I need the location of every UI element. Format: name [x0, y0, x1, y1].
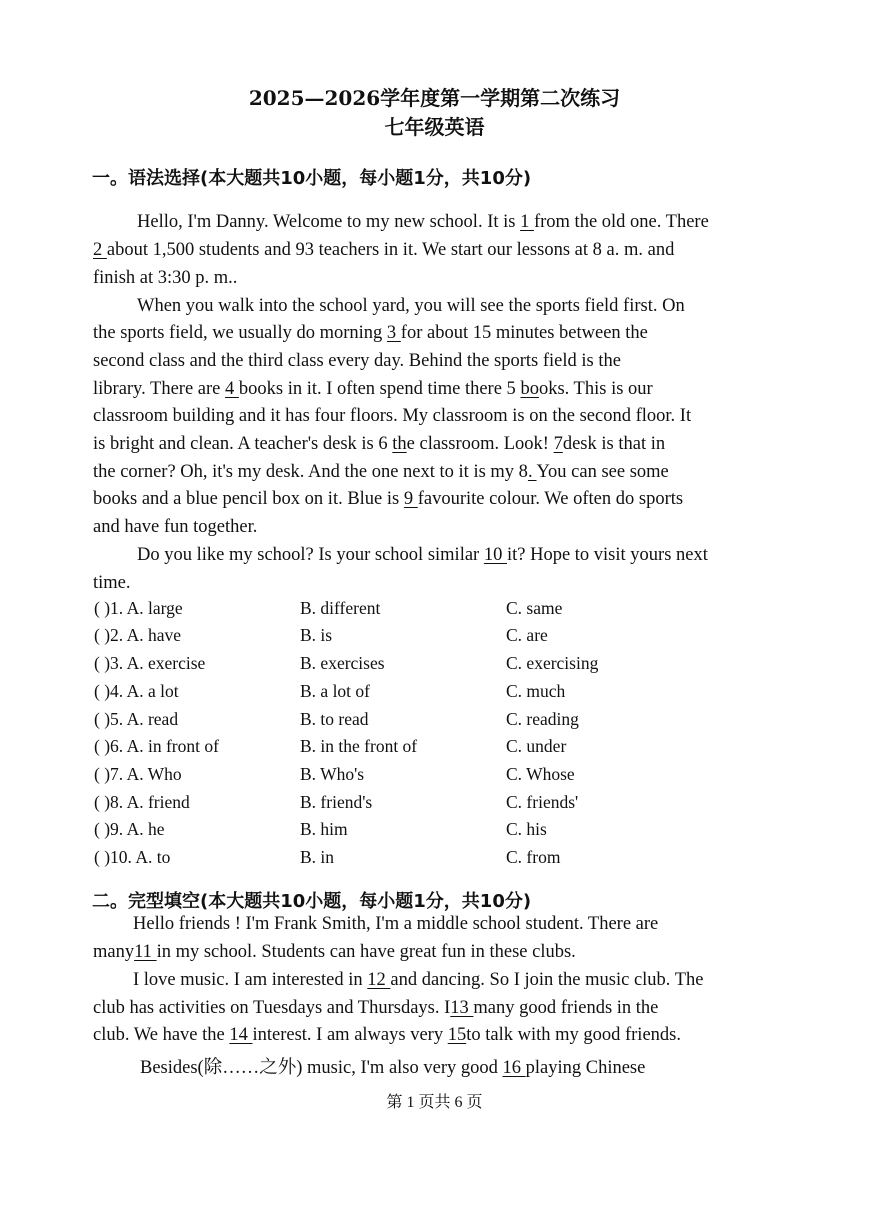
blank-number: .	[527, 462, 537, 482]
page-footer: 第 1 页共 6 页	[386, 1094, 483, 1111]
passage-text: books in it. I often spend time there 5	[238, 379, 521, 399]
passage-text: Do you like my school? Is your school similar	[137, 545, 484, 565]
option-b: B. a lot of	[300, 681, 370, 701]
blank-number: 16	[502, 1058, 526, 1078]
blank-number: 14	[229, 1025, 253, 1045]
option-b: B. him	[300, 819, 348, 839]
passage-text: Hello, I'm Danny. Welcome to my new school. It is	[137, 212, 521, 232]
section2-line	[133, 914, 658, 935]
option-b: B. different	[300, 598, 381, 618]
blank-number: 7	[553, 434, 563, 454]
question-number: ( )4. A. a lot	[94, 681, 179, 701]
passage-text: is bright and clean. A teacher's desk is 6	[93, 434, 393, 454]
question-number: ( )3. A. exercise	[94, 653, 206, 673]
section1-line	[137, 545, 708, 566]
passage-text: club has activities on Tuesdays and Thursdays. I	[93, 998, 451, 1018]
passage-text: When you walk into the school yard, you will see the sports field first. On	[137, 296, 685, 316]
passage-text: favourite colour. We often do sports	[417, 489, 684, 509]
section1-line	[93, 517, 257, 538]
passage-text: the corner? Oh, it's my desk. And the one next to it is my 8	[93, 462, 528, 482]
passage-text: from the old one. There	[533, 212, 709, 232]
option-b: B. Who's	[300, 764, 365, 784]
section2-line	[140, 1053, 645, 1079]
passage-text: and have fun together.	[93, 517, 258, 537]
section1-line	[137, 212, 709, 233]
option-c: C. Whose	[506, 764, 575, 784]
passage-text: club. We have the	[93, 1025, 230, 1045]
option-b: B. exercises	[300, 653, 385, 673]
passage-text: playing Chinese	[525, 1058, 646, 1078]
passage-text: library. There are	[93, 379, 225, 399]
question-number: ( )1. A. large	[94, 598, 183, 618]
section1-line	[93, 489, 683, 510]
section2-line	[133, 970, 703, 991]
section1-line	[93, 462, 669, 483]
passage-text: about 1,500 students and 93 teachers in it. We start our lessons at 8 a. m. and	[106, 240, 675, 260]
option-b: B. in the front of	[300, 736, 418, 756]
question-number: ( )9. A. he	[94, 819, 165, 839]
passage-text: second class and the third class every day. Behind the sports field is the	[93, 351, 621, 371]
section2-heading: 二。完型填空(本大题共10小题，每小题1分，共10分)	[92, 891, 532, 912]
blank-number: 3	[386, 323, 401, 343]
passage-text: I love music. I am interested in	[133, 970, 368, 990]
option-c: C. same	[506, 598, 563, 618]
passage-text: many good friends in the	[473, 998, 659, 1018]
blank-number: 1	[520, 212, 534, 232]
section1-line	[137, 296, 685, 317]
question-number: ( )8. A. friend	[94, 792, 190, 812]
option-c: C. under	[506, 736, 567, 756]
question-number: ( )7. A. Who	[94, 764, 182, 784]
blank-number: 12	[367, 970, 391, 990]
section2-line	[93, 1025, 681, 1046]
section1-line	[93, 434, 665, 455]
option-c: C. reading	[506, 709, 579, 729]
passage-text: finish at 3:30 p. m..	[93, 268, 238, 288]
section1-line	[93, 240, 674, 261]
blank-number: bo	[520, 379, 539, 399]
section1-line	[93, 268, 237, 289]
blank-number: 9	[403, 489, 418, 509]
section1-line	[93, 573, 131, 594]
option-c: C. friends'	[506, 792, 579, 812]
section2-line	[93, 998, 658, 1019]
passage-text: time.	[93, 573, 131, 593]
passage-text: for about 15 minutes between the	[400, 323, 648, 343]
option-c: C. are	[506, 625, 548, 645]
exam-title: 2025—2026学年度第一学期第二次练习	[248, 86, 621, 110]
passage-text: many	[93, 942, 135, 962]
passage-text: desk is that in	[562, 434, 666, 454]
option-b: B. friend's	[300, 792, 373, 812]
passage-text: e classroom. Look!	[406, 434, 554, 454]
exam-subtitle: 七年级英语	[384, 115, 485, 139]
blank-number: 10	[483, 545, 507, 565]
blank-number: 13	[450, 998, 474, 1018]
section1-line	[93, 351, 621, 372]
option-b: B. is	[300, 625, 333, 645]
option-c: C. exercising	[506, 653, 599, 673]
passage-text: in my school. Students can have great fun in these clubs.	[156, 942, 576, 962]
blank-number: 15	[447, 1025, 467, 1045]
blank-number: 11	[134, 942, 157, 962]
passage-text: to talk with my good friends.	[466, 1025, 681, 1045]
blank-number: 2	[93, 240, 107, 260]
passage-text: You can see some	[536, 462, 669, 482]
passage-text: the sports field, we usually do morning	[93, 323, 387, 343]
section1-heading: 一。语法选择(本大题共10小题，每小题1分，共10分)	[92, 168, 532, 189]
blank-number: th	[392, 434, 407, 454]
option-b: B. in	[300, 847, 335, 867]
passage-text: it? Hope to visit yours next	[506, 545, 708, 565]
passage-text: interest. I am always very	[252, 1025, 448, 1045]
passage-text: Hello friends ! I'm Frank Smith, I'm a middle school student. There are	[133, 914, 659, 934]
option-c: C. much	[506, 681, 566, 701]
section1-line	[93, 323, 648, 344]
question-number: ( )5. A. read	[94, 709, 179, 729]
passage-text: oks. This is our	[538, 379, 653, 399]
question-number: ( )10. A. to	[94, 847, 171, 867]
question-number: ( )2. A. have	[94, 625, 181, 645]
option-b: B. to read	[300, 709, 369, 729]
option-c: C. his	[506, 819, 547, 839]
section1-line	[93, 406, 691, 427]
passage-text: and dancing. So I join the music club. The	[390, 970, 704, 990]
passage-text: books and a blue pencil box on it. Blue is	[93, 489, 404, 509]
passage-text: classroom building and it has four floors. My classroom is on the second floor. It	[93, 406, 692, 426]
section2-line	[93, 942, 576, 963]
section1-line	[93, 379, 653, 400]
passage-text: Besides(除……之外) music, I'm also very good	[140, 1058, 503, 1078]
blank-number: 4	[225, 379, 239, 399]
option-c: C. from	[506, 847, 561, 867]
question-number: ( )6. A. in front of	[94, 736, 219, 756]
